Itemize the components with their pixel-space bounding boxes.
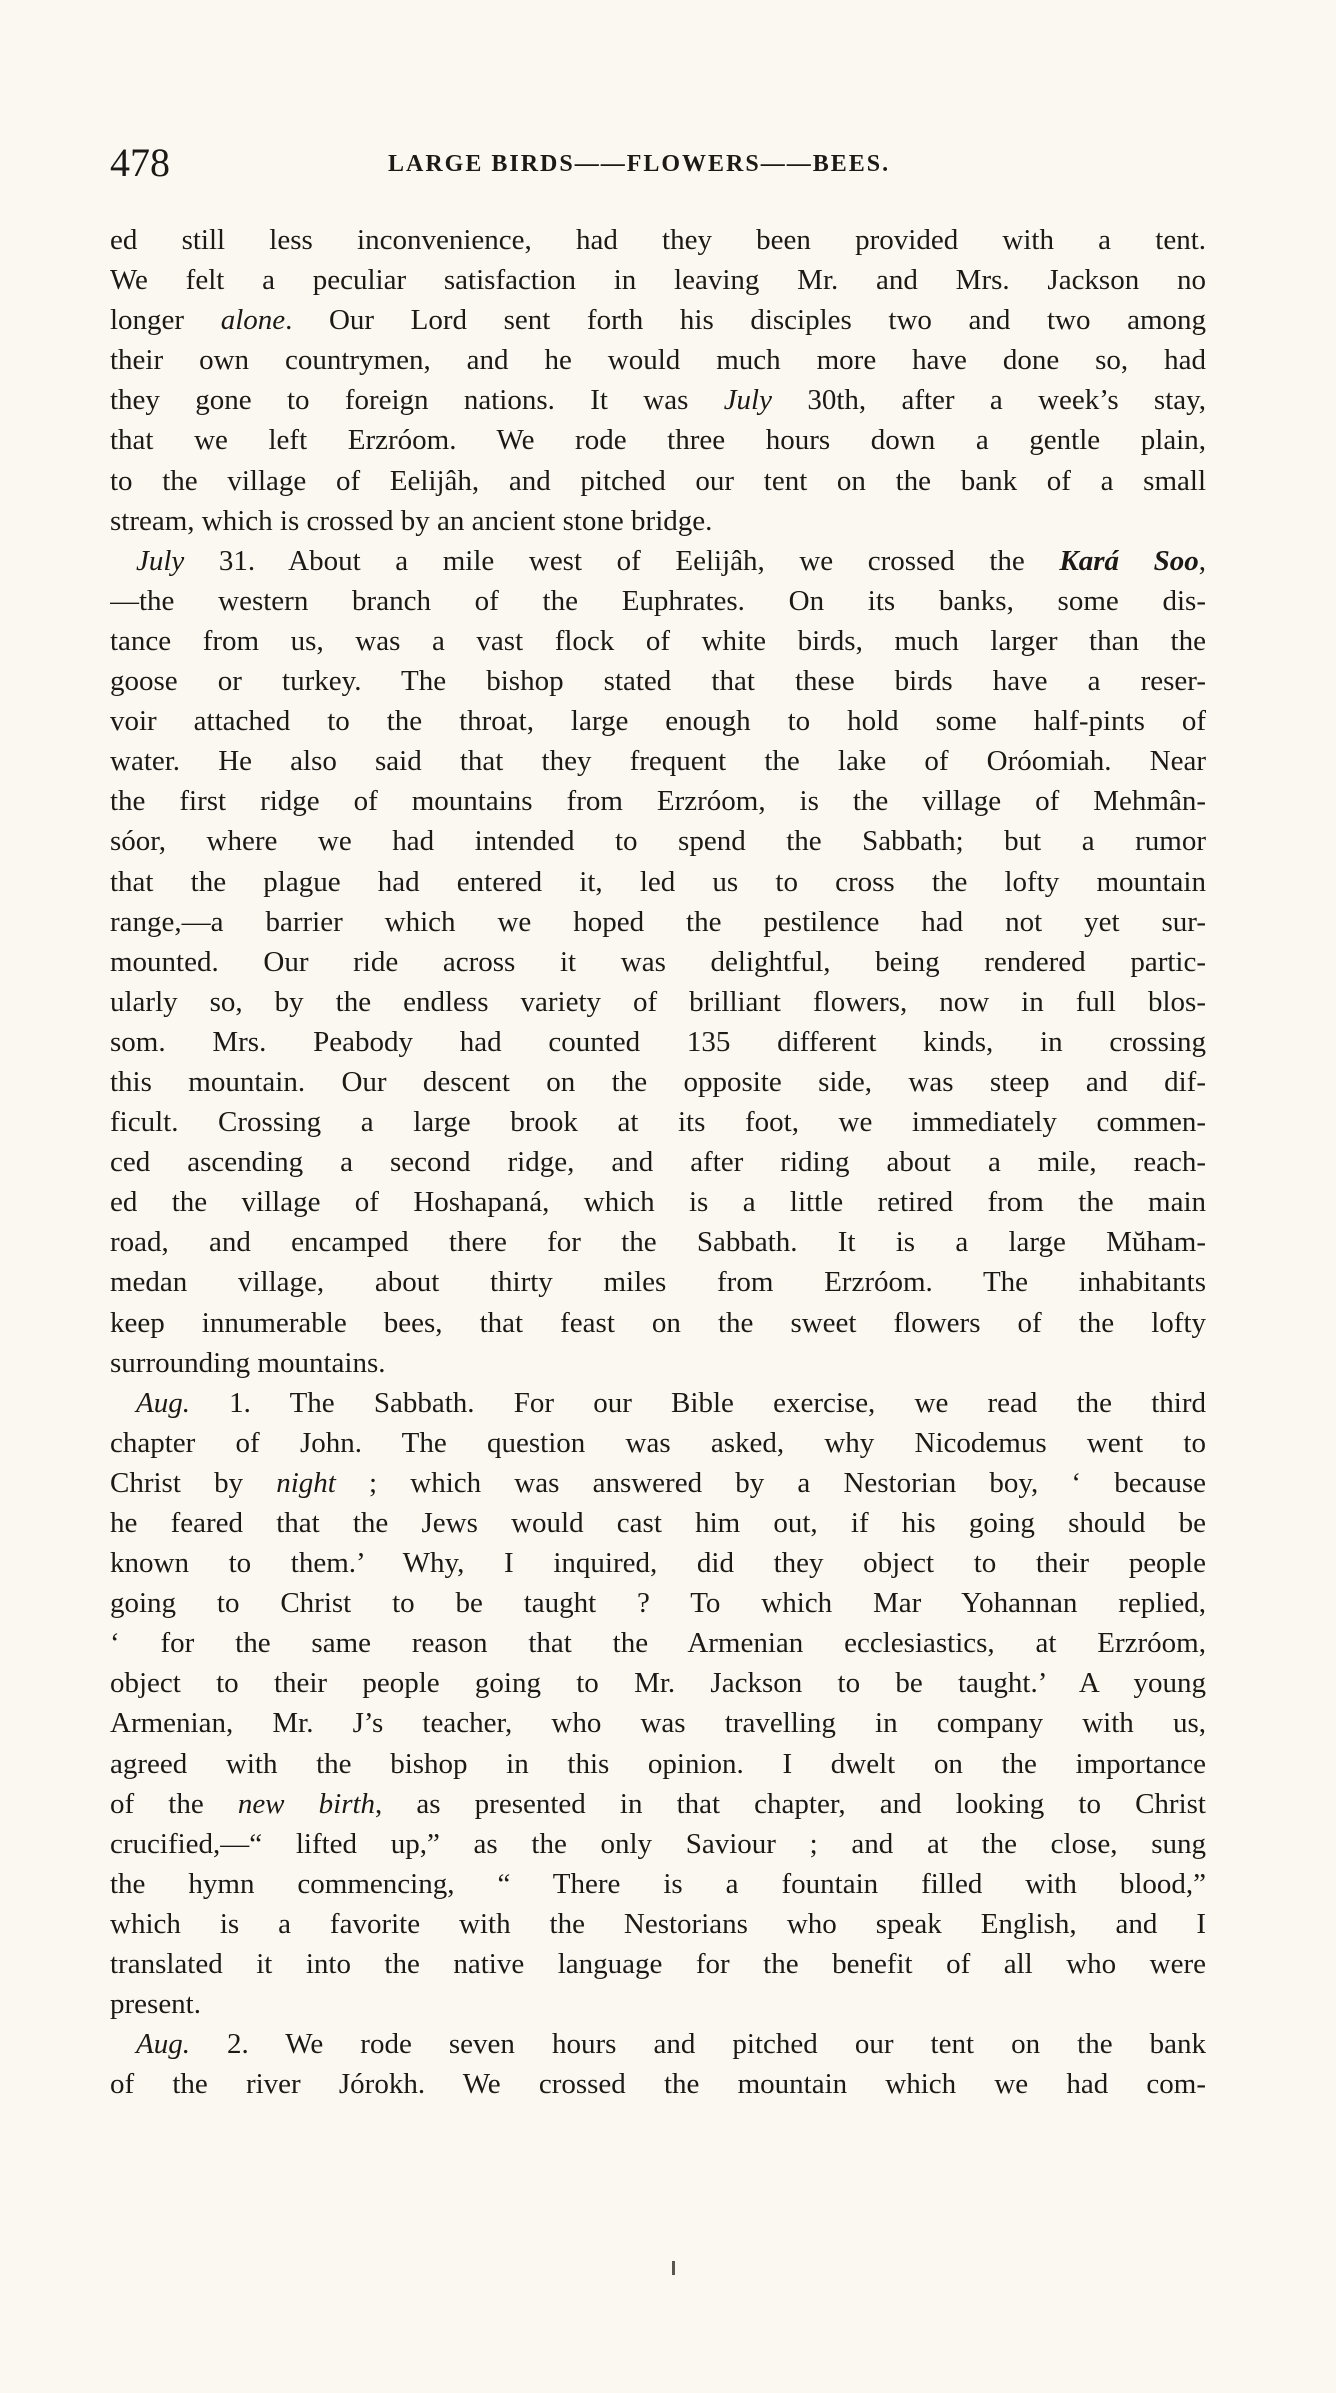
- text-line: Christ by night ; which was answered by a Nestorian boy, ‘ because: [110, 1466, 1206, 1499]
- text-line: —the western branch of the Euphrates. On its banks, some dis-: [110, 584, 1206, 617]
- text-line: agreed with the bishop in this opinion. I dwelt on the importance: [110, 1747, 1206, 1780]
- text-line: ed still less inconvenience, had they been provided with a tent.: [110, 224, 1206, 256]
- text-line: goose or turkey. The bishop stated that these birds have a reser-: [110, 665, 1206, 698]
- text-line: medan village, about thirty miles from Erzróom. The inhabitants: [110, 1266, 1206, 1299]
- text-line: ed the village of Hoshapaná, which is a little retired from the main: [110, 1186, 1206, 1219]
- text-line: object to their people going to Mr. Jackson to be taught.’ A young: [110, 1667, 1206, 1700]
- text-line: longer alone. Our Lord sent forth his disciples two and two among: [110, 304, 1206, 337]
- text-line: present.: [110, 1988, 201, 2021]
- page-header: [110, 138, 1210, 188]
- text-line: stream, which is crossed by an ancient stone bridge.: [110, 504, 713, 537]
- text-line: Aug. 2. We rode seven hours and pitched our tent on the bank: [136, 2028, 1206, 2061]
- text-line: range,—a barrier which we hoped the pestilence had not yet sur-: [110, 905, 1206, 938]
- text-line: road, and encamped there for the Sabbath. It is a large Mŭham-: [110, 1226, 1206, 1259]
- running-head: LARGE BIRDS——FLOWERS——BEES.: [388, 151, 891, 177]
- body-text: [110, 220, 1206, 2104]
- text-line: this mountain. Our descent on the opposite side, was steep and dif-: [110, 1065, 1206, 1098]
- text-line: Aug. 1. The Sabbath. For our Bible exercise, we read the third: [136, 1386, 1206, 1419]
- text-line: tance from us, was a vast flock of white birds, much larger than the: [110, 624, 1206, 657]
- text-line: ficult. Crossing a large brook at its foot, we immediately commen-: [110, 1106, 1206, 1139]
- text-line: the hymn commencing, “ There is a fountain filled with blood,”: [110, 1867, 1206, 1900]
- text-line: chapter of John. The question was asked, why Nicodemus went to: [110, 1426, 1206, 1459]
- text-line: going to Christ to be taught ? To which Mar Yohannan replied,: [110, 1587, 1206, 1620]
- text-line: which is a favorite with the Nestorians who speak English, and I: [110, 1907, 1206, 1940]
- text-line: known to them.’ Why, I inquired, did they object to their people: [110, 1547, 1206, 1580]
- text-line: July 31. About a mile west of Eelijâh, we crossed the Kará Soo,: [136, 544, 1206, 577]
- text-line: som. Mrs. Peabody had counted 135 different kinds, in crossing: [110, 1025, 1206, 1058]
- text-line: ‘ for the same reason that the Armenian ecclesiastics, at Erzróom,: [110, 1627, 1206, 1660]
- text-line: that we left Erzróom. We rode three hours down a gentle plain,: [110, 424, 1206, 457]
- text-line: surrounding mountains.: [110, 1346, 386, 1379]
- text-line: their own countrymen, and he would much more have done so, had: [110, 344, 1206, 377]
- text-line: ced ascending a second ridge, and after riding about a mile, reach-: [110, 1146, 1206, 1179]
- text-line: keep innumerable bees, that feast on the sweet flowers of the lofty: [110, 1306, 1206, 1339]
- text-line: water. He also said that they frequent the lake of Oróomiah. Near: [110, 745, 1206, 778]
- page-number: 478: [110, 140, 170, 185]
- text-line: that the plague had entered it, led us to cross the lofty mountain: [110, 865, 1206, 898]
- text-line: translated it into the native language for the benefit of all who were: [110, 1948, 1206, 1981]
- ink-speck: [672, 2261, 675, 2275]
- text-line: to the village of Eelijâh, and pitched our tent on the bank of a small: [110, 464, 1206, 497]
- text-line: the first ridge of mountains from Erzróom, is the village of Mehmân-: [110, 785, 1206, 818]
- text-line: We felt a peculiar satisfaction in leaving Mr. and Mrs. Jackson no: [110, 264, 1206, 297]
- text-line: voir attached to the throat, large enough to hold some half-pints of: [110, 705, 1206, 738]
- text-line: of the new birth, as presented in that chapter, and looking to Christ: [110, 1787, 1206, 1820]
- text-line: he feared that the Jews would cast him out, if his going should be: [110, 1507, 1206, 1539]
- text-line: mounted. Our ride across it was delightful, being rendered partic-: [110, 945, 1206, 978]
- text-line: sóor, where we had intended to spend the Sabbath; but a rumor: [110, 825, 1206, 858]
- text-line: of the river Jórokh. We crossed the mountain which we had com-: [110, 2068, 1206, 2101]
- text-line: crucified,—“ lifted up,” as the only Saviour ; and at the close, sung: [110, 1827, 1206, 1860]
- text-line: they gone to foreign nations. It was July 30th, after a week’s stay,: [110, 384, 1206, 417]
- text-line: ularly so, by the endless variety of brilliant flowers, now in full blos-: [110, 985, 1206, 1018]
- text-line: Armenian, Mr. J’s teacher, who was travelling in company with us,: [110, 1707, 1206, 1740]
